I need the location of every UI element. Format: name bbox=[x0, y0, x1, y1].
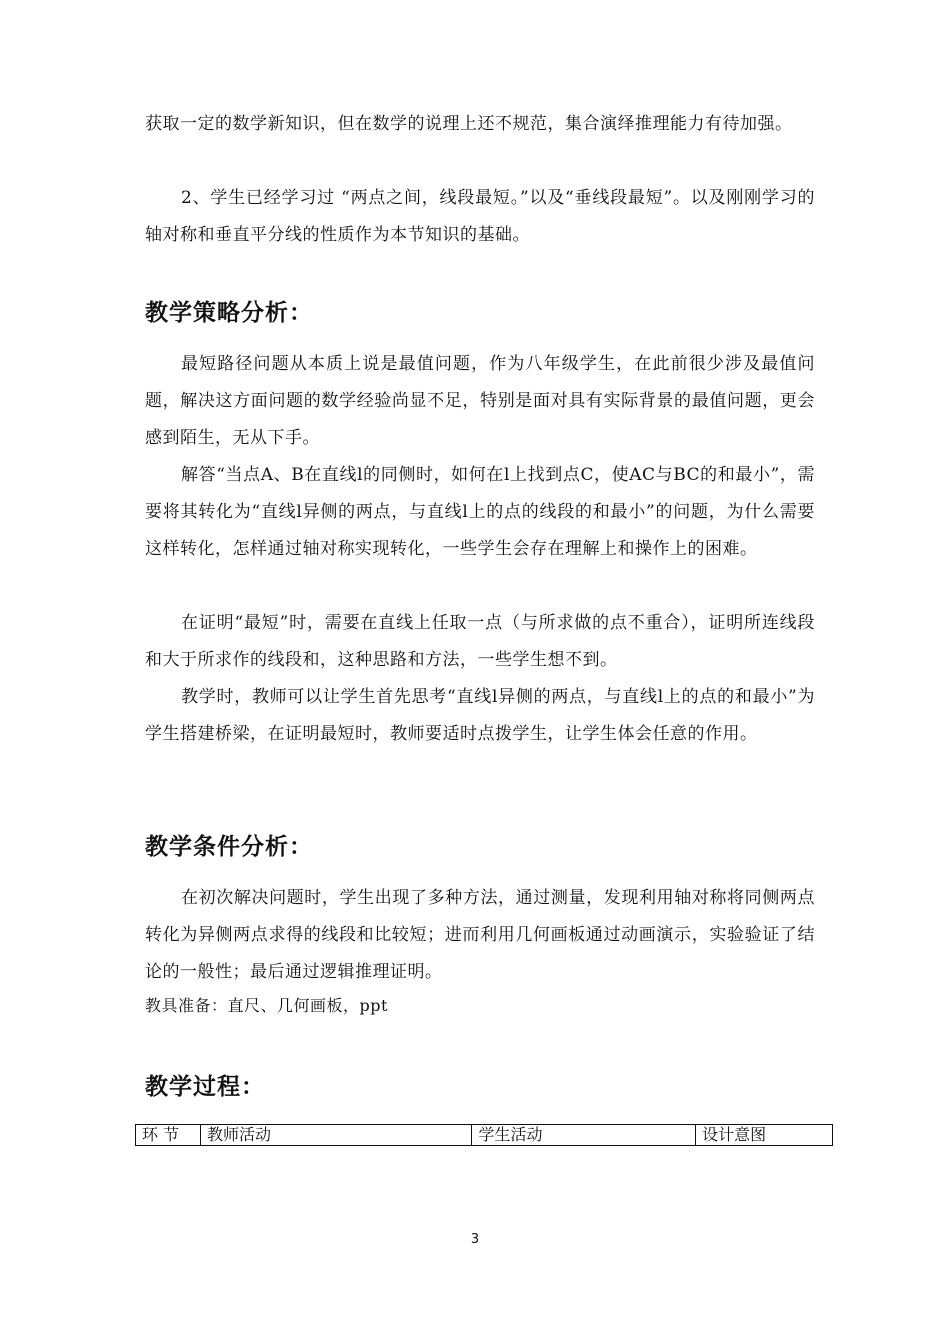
intro-paragraph-1: 获取一定的数学新知识，但在数学的说理上还不规范，集合演绎推理能力有待加强。 bbox=[145, 114, 793, 134]
conditions-heading: 教学条件分析： bbox=[145, 834, 313, 860]
column-header-stage: 环 节 bbox=[136, 1125, 201, 1146]
strategy-paragraph-1: 最短路径问题从本质上说是最值问题，作为八年级学生，在此前很少涉及最值问题，解决这方面问题的数学经验尚显不足，特别是面对具有实际背景的最值问题，更会感到陌生，无从下手。 bbox=[145, 354, 815, 448]
intro-paragraph-2: 2、学生已经学习过 “两点之间，线段最短。”以及“垂线段最短”。以及刚刚学习的轴对称和垂直平分线的性质作为本节知识的基础。 bbox=[145, 188, 815, 245]
process-heading: 教学过程： bbox=[145, 1074, 265, 1100]
strategy-heading: 教学策略分析： bbox=[145, 300, 313, 326]
column-header-design-intent: 设计意图 bbox=[696, 1125, 833, 1146]
strategy-paragraph-2: 解答“当点A、B在直线l的同侧时，如何在l上找到点C，使AC与BC的和最小”，需要将其转化为“直线l异侧的两点，与直线l上的点的线段的和最小”的问题，为什么需要这样转化，怎样通过轴对称实现转化，一些学生会存在理解上和操作上的困难。 bbox=[145, 465, 815, 559]
teaching-tools-line: 教具准备：直尺、几何画板，ppt bbox=[145, 996, 388, 1015]
process-table-header-row bbox=[136, 1125, 833, 1146]
process-table bbox=[135, 1124, 833, 1146]
page-number: 3 bbox=[470, 1232, 480, 1247]
conditions-paragraph-1: 在初次解决问题时，学生出现了多种方法，通过测量，发现利用轴对称将同侧两点转化为异侧两点求得的线段和比较短；进而利用几何画板通过动画演示，实验验证了结论的一般性；最后通过逻辑推理证明。 bbox=[145, 888, 815, 982]
strategy-paragraph-4: 教学时，教师可以让学生首先思考“直线l异侧的两点，与直线l上的点的和最小”为学生搭建桥梁，在证明最短时，教师要适时点拨学生，让学生体会任意的作用。 bbox=[145, 687, 815, 744]
strategy-paragraph-3: 在证明“最短”时，需要在直线上任取一点（与所求做的点不重合），证明所连线段和大于所求作的线段和，这种思路和方法，一些学生想不到。 bbox=[145, 613, 815, 670]
column-header-student-activity: 学生活动 bbox=[472, 1125, 696, 1146]
column-header-teacher-activity: 教师活动 bbox=[200, 1125, 472, 1146]
